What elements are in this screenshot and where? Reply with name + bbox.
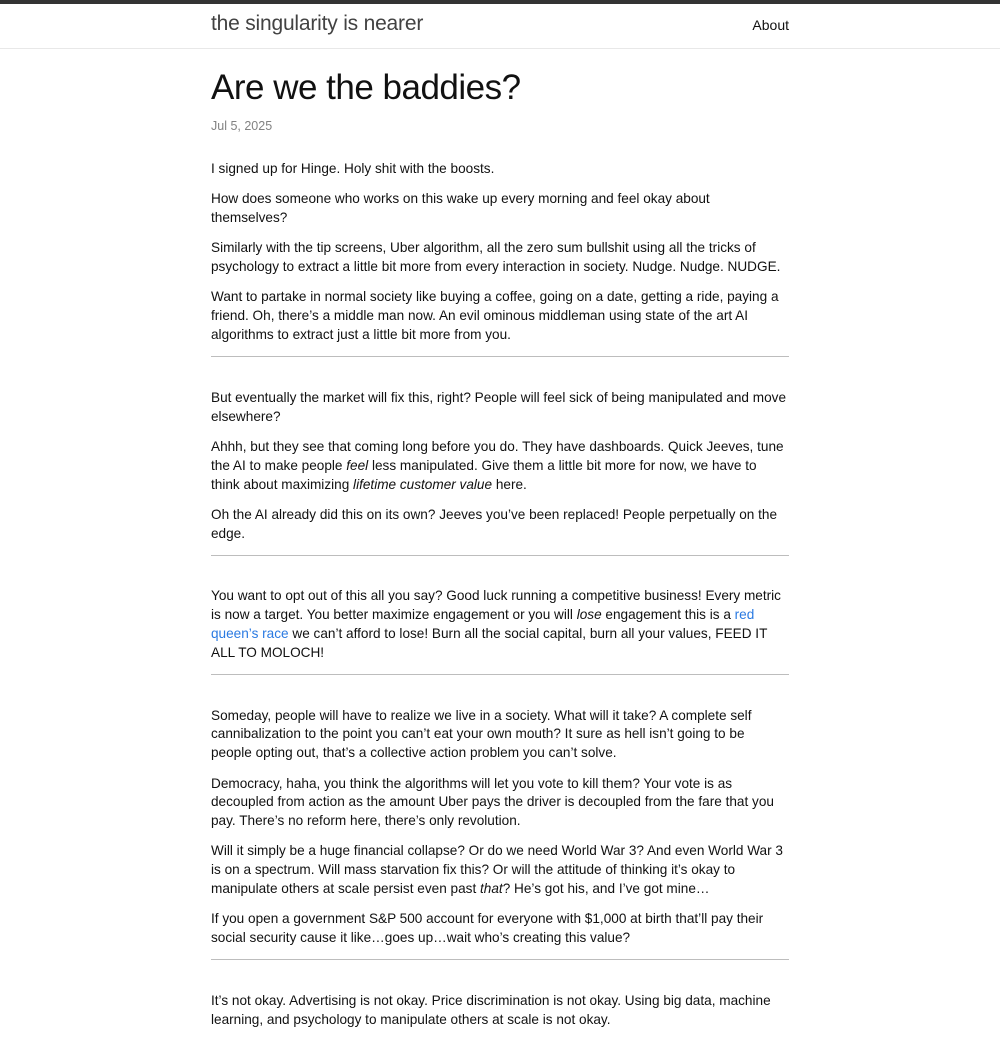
emphasis-text: lifetime customer value [353,476,493,492]
post-paragraph: Oh the AI already did this on its own? Jeeves you’ve been replaced! People perpetually on the edge. [211,506,778,541]
section-divider [211,555,789,556]
post-body [211,160,789,1030]
post-paragraph: Democracy, haha, you think the algorithms will let you vote to kill them? Your vote is as decoupled from action as the amount Uber pays the driver is decoupled from the fare that you pay. There’s no reform here, there’s only revolution. [211,775,774,829]
post-paragraph: Ahhh, but they see that coming long before you do. They have dashboards. Quick Jeeves, tune the AI to make people feel less manipulated. Give them a little bit more for now, we have to think about maximizing lifetime customer value here. [211,438,784,492]
post-date: Jul 5, 2025 [211,119,273,133]
post-paragraph: I signed up for Hinge. Holy shit with the boosts. [211,161,495,176]
red-queens-race-link[interactable]: red queen’s race [211,607,755,642]
section-divider [211,356,789,357]
section-divider [211,674,789,675]
section-divider [211,959,789,960]
post [211,66,789,1041]
post-title: Are we the baddies? [211,68,521,107]
post-paragraph: Will it simply be a huge financial collapse? Or do we need World War 3? And even World War 3 is on a spectrum. Will mass starvation fix this? Or will the attitude of thinking it’s okay to manipulate others at scale persist even past that? He’s got his, and I’ve got mine… [211,843,783,897]
post-paragraph: Want to partake in normal society like buying a coffee, going on a date, getting a ride, paying a friend. Oh, there’s a middle man now. An evil ominous middleman using state of the art AI algorithms to extract just a little bit more from you. [211,289,779,343]
post-paragraph: Someday, people will have to realize we live in a society. What will it take? A complete self cannibalization to the point you can’t eat your own mouth? It sure as hell isn’t going to be people opting out, that’s a collective action problem you can’t solve. [211,707,752,761]
post-paragraph: It’s not okay. Advertising is not okay. Price discrimination is not okay. Using big data, machine learning, and psychology to manipulate others at scale is not okay. [211,992,771,1027]
emphasis-text: that [480,881,503,897]
post-paragraph: You want to opt out of this all you say? Good luck running a competitive business! Every metric is now a target. You better maximize engagement or you will lose engagement this is a red queen’s race we can’t afford to lose! Burn all the social capital, burn all your values, FEED IT ALL TO MOLOCH! [211,588,781,660]
emphasis-text: lose [576,607,602,623]
post-paragraph: If you open a government S&P 500 account for everyone with $1,000 at birth that’ll pay their social security cause it like…goes up…wait who’s creating this value? [211,911,764,946]
site-title-link[interactable]: the singularity is nearer [211,12,424,35]
post-paragraph: How does someone who works on this wake up every morning and feel okay about themselves? [211,191,710,226]
nav-about-link[interactable]: About [752,17,789,33]
emphasis-text: feel [346,457,369,473]
site-header [0,4,1000,49]
post-paragraph: Similarly with the tip screens, Uber algorithm, all the zero sum bullshit using all the tricks of psychology to extract a little bit more from every interaction in society. Nudge. Nudge. NUDGE. [211,240,781,275]
post-paragraph: But eventually the market will fix this, right? People will feel sick of being manipulated and move elsewhere? [211,389,787,424]
